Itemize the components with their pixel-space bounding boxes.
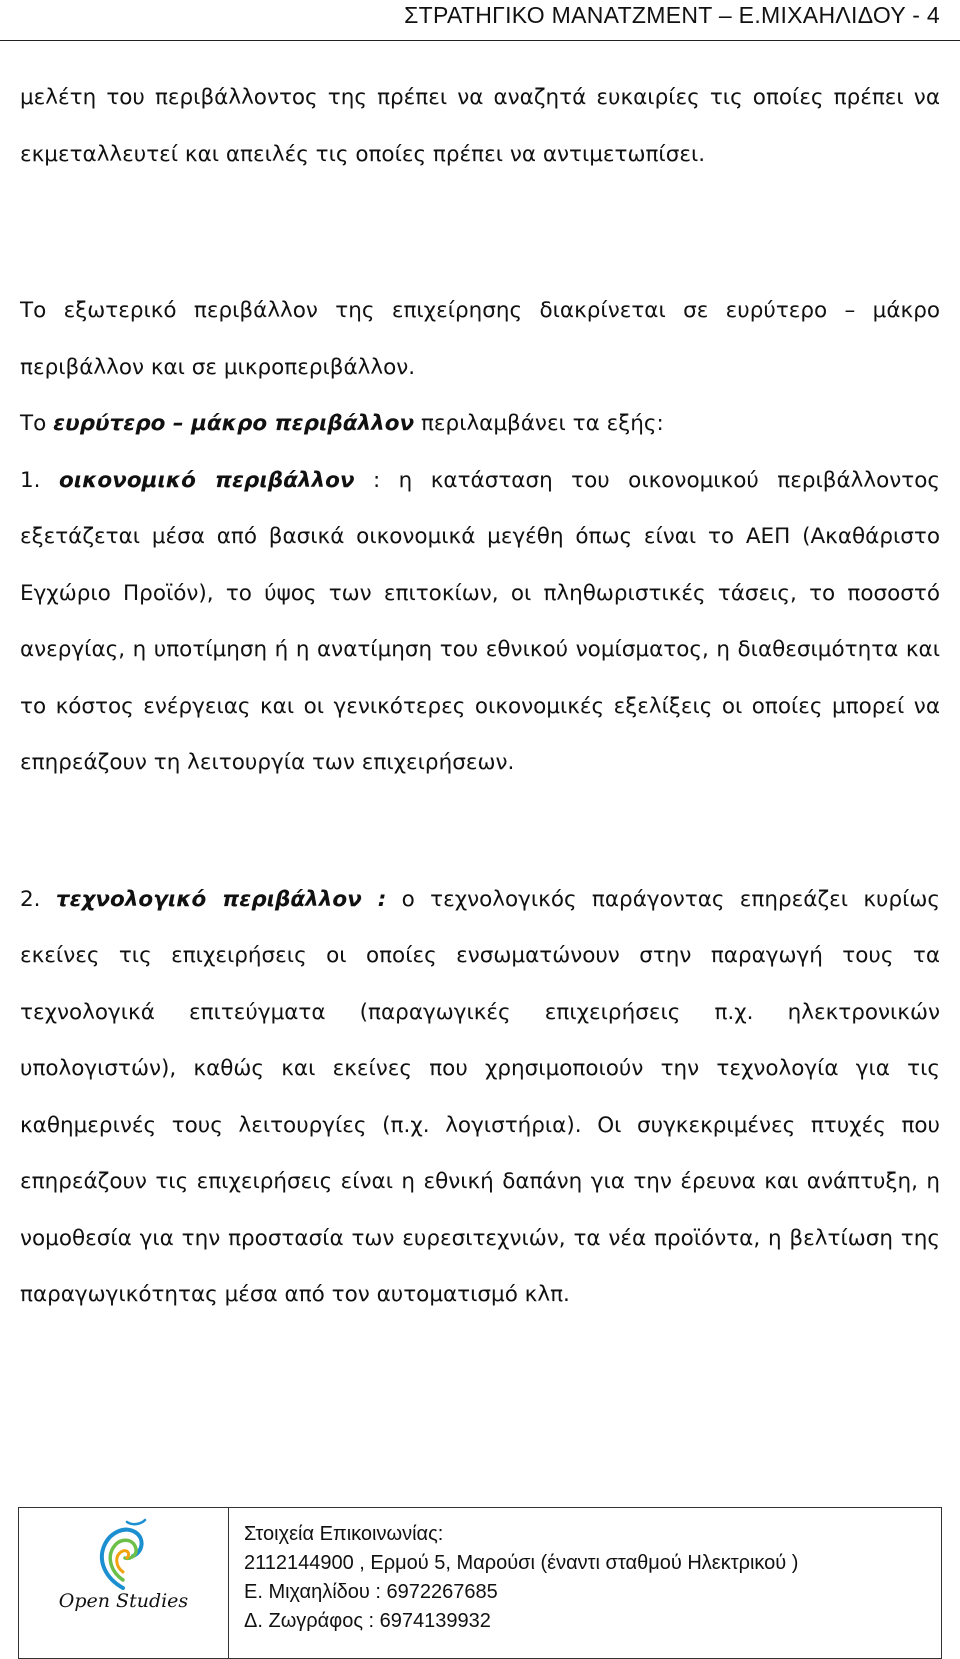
item-text: ο τεχνολογικός παράγοντας επηρεάζει κυρίως εκείνες τις επιχειρήσεις οι οποίες ενσωματώνουν στην παραγωγή τους τα τεχνολογικά επιτεύγματα (παραγωγικές επιχειρήσεις π.χ. ηλεκτρονικών υπολογιστών), καθώς και εκείνες που χρησιμοποιούν την τεχνολογία για τις καθημερινές τους λειτουργίες (π.χ. λογιστήρια). Οι συγκεκριμένες πτυχές που επηρεάζουν τις επιχειρήσεις είναι η εθνική δαπάνη για την έρευνα και ανάπτυξη, η νομοθεσία για την προστασία των ευρεσιτεχνιών, τα νέα προϊόντα, η βελτίωση της παραγωγικότητας μέσα από τον αυτοματισμό κλπ.	[20, 886, 941, 1307]
item-number: 2.	[20, 886, 56, 912]
paragraph-external-environment: Το εξωτερικό περιβάλλον της επιχείρησης διακρίνεται σε ευρύτερο – μάκρο περιβάλλον και σε μικροπεριβάλλον.	[20, 298, 940, 380]
list-item-economic	[20, 453, 940, 792]
list-item-technological	[20, 872, 940, 1324]
macro-suffix: περιλαμβάνει τα εξής:	[414, 411, 664, 436]
contact-address: 2112144900 , Ερμού 5, Μαρούσι (έναντι σταθμού Ηλεκτρικού )	[244, 1552, 799, 1574]
item-term: οικονομικό περιβάλλον	[58, 467, 355, 493]
contact-heading: Στοιχεία Επικοινωνίας:	[244, 1523, 444, 1545]
paragraph-macro-environment	[20, 396, 940, 453]
item-text: : η κατάσταση του οικονομικού περιβάλλοντος εξετάζεται μέσα από βασικά οικονομικά μεγέθη όπως είναι το ΑΕΠ (Ακαθάριστο Εγχώριο Προϊόν), το ύψος των επιτοκίων, οι πληθωριστικές τάσεις, το ποσοστό ανεργίας, η υποτίμηση ή η ανατίμηση του εθνικού νομίσματος, η διαθεσιμότητα και το κόστος ενέργειας και οι γενικότερες οικονομικές εξελίξεις οι οποίες μπορεί να επηρεάζουν τη λειτουργία των επιχειρήσεων.	[20, 467, 940, 775]
item-term: τεχνολογικό περιβάλλον :	[55, 886, 387, 912]
macro-emphasis: ευρύτερο – μάκρο περιβάλλον	[53, 411, 415, 436]
macro-prefix: Το	[20, 411, 54, 436]
contact-person: Ε. Μιχαηλίδου : 6972267685	[244, 1581, 498, 1603]
paragraph-intro: μελέτη του περιβάλλοντος της πρέπει να αναζητά ευκαιρίες τις οποίες πρέπει να εκμεταλλευτεί και απειλές τις οποίες πρέπει να αντιμετωπίσει.	[20, 85, 940, 167]
document-body	[20, 70, 940, 1324]
logo-text: Open Studies	[58, 1590, 189, 1612]
swirl-logo-icon	[91, 1518, 155, 1590]
logo	[19, 1508, 229, 1658]
page-title: ΣΤΡΑΤΗΓΙΚΟ ΜΑΝΑΤΖΜΕΝΤ – Ε.ΜΙΧΑΗΛΙΔΟΥ - 4	[404, 2, 940, 28]
page-header	[0, 0, 960, 41]
contact-person: Δ. Ζωγράφος : 6974139932	[244, 1610, 491, 1632]
contact-footer	[18, 1507, 942, 1659]
contact-info	[229, 1508, 941, 1658]
item-number: 1.	[20, 467, 59, 493]
